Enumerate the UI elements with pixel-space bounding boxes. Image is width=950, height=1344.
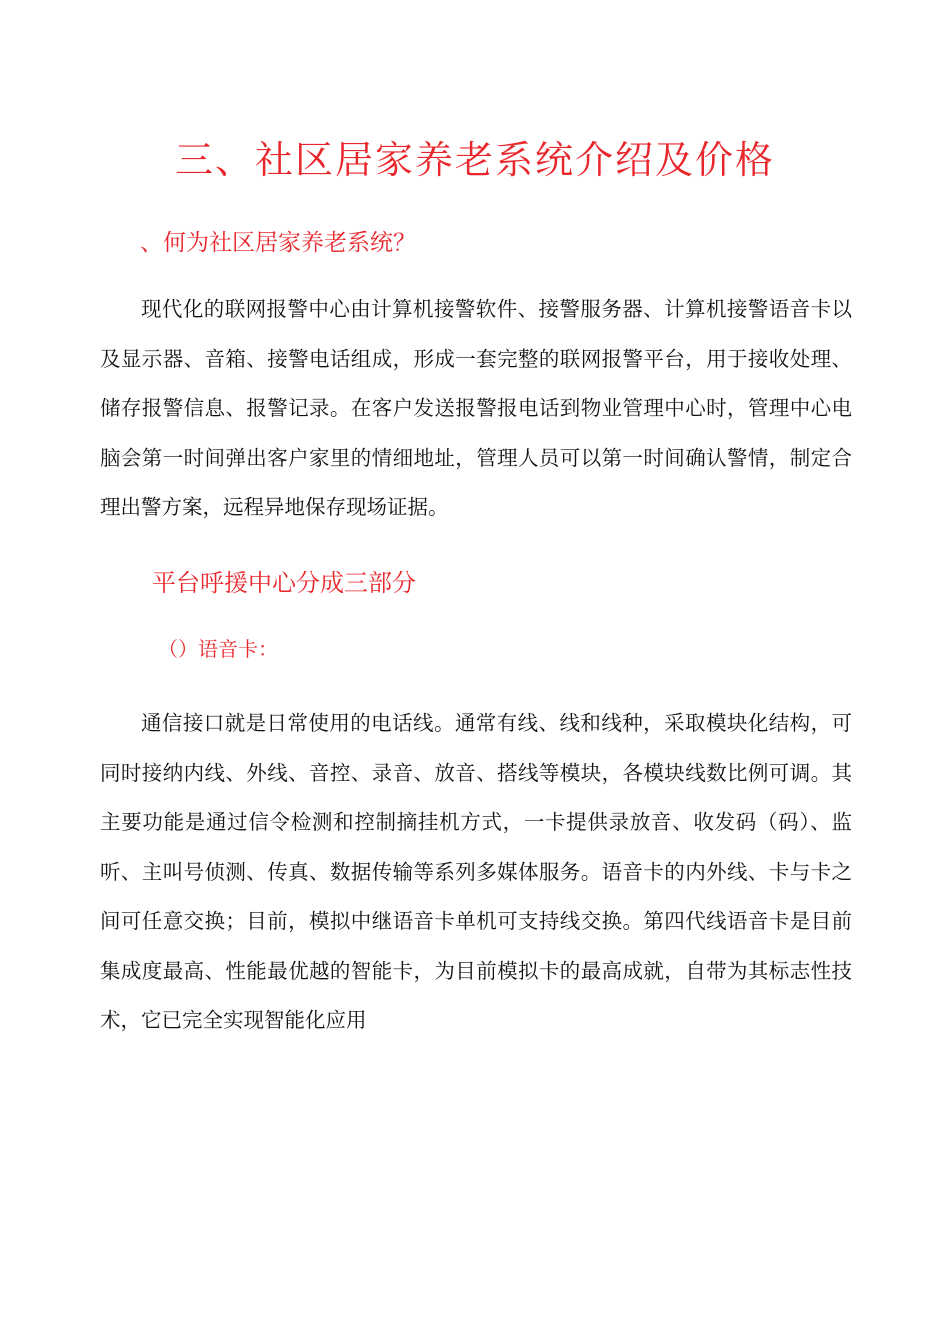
subsection-heading-voice-card: （）语音卡： [158, 637, 278, 661]
paragraph-alarm-center: 现代化的联网报警中心由计算机接警软件、接警服务器、计算机接警语音卡以及显示器、音箱、接警电话组成，形成一套完整的联网报警平台，用于接收处理、储存报警信息、报警记录。在客户发送报警报电话到物业管理中心时，管理中心电脑会第一时间弹出客户家里的情细地址，管理人员可以第一时间确认警情，制定合理出警方案，远程异地保存现场证据。 [100, 297, 852, 519]
section-heading-what-is-system: 、何为社区居家养老系统？ [140, 230, 416, 256]
section-heading-platform: 平台呼援中心分成三部分 [152, 569, 416, 597]
paragraph-voice-card: 通信接口就是日常使用的电话线。通常有线、线和线种，采取模块化结构，可同时接纳内线、外线、音控、录音、放音、搭线等模块，各模块线数比例可调。其主要功能是通过信令检测和控制摘挂机方式，一卡提供录放音、收发码（码）、监听、主叫号侦测、传真、数据传输等系列多媒体服务。语音卡的内外线、卡与卡之间可任意交换；目前，模拟中继语音卡单机可支持线交换。第四代线语音卡是目前集成度最高、性能最优越的智能卡，为目前模拟卡的最高成就，自带为其标志性技术，它已完全实现智能化应用 [100, 711, 852, 1032]
page-title: 三、社区居家养老系统介绍及价格 [174, 138, 775, 182]
